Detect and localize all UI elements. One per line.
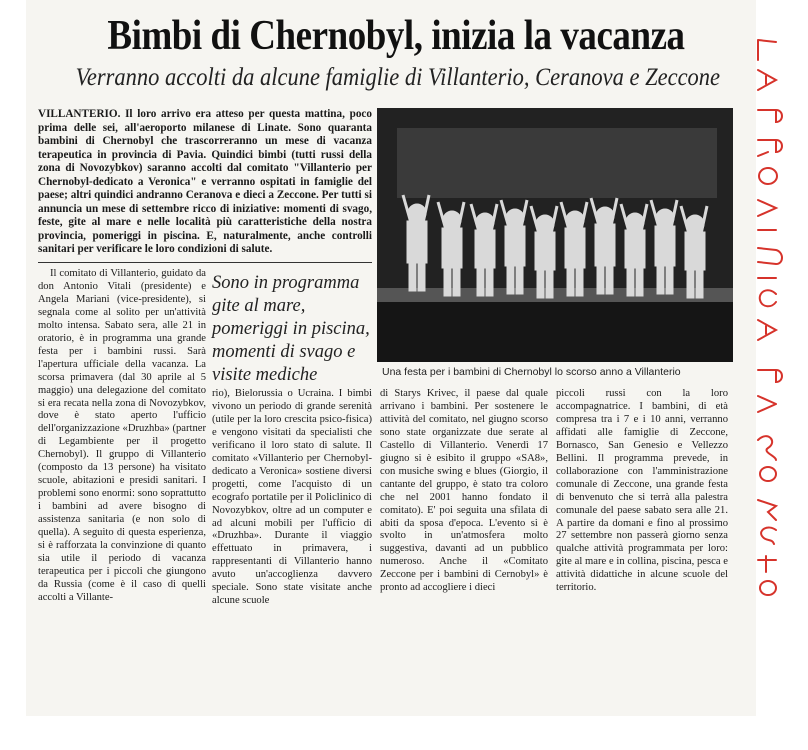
column-4 <box>556 388 728 595</box>
handwritten-annotation <box>728 30 798 610</box>
column-3-text: di Starys Krivec, il paese dal quale arrivano i bambini. Per sostenere le attività del comitato, nel giugno scorso sono state organizzate due serate al Castello di Villanterio. Venerdì 17 giugno si è esibito il gruppo «SA8», con musiche swing e blues (Giorgio, il cantante del gruppo, è stato tra coloro che nel 2001 hanno fondato il comitato). E' poi seguita una sfilata di abiti da sposa d'epoca. L'evento si è svolto in un'atmosfera molto suggestiva, davanti ad un pubblico numeroso. Anche il «Comitato Zeccone per i bambini di Cernobyl» è pronto ad accogliere i dieci <box>380 388 548 594</box>
column-1-text: Il comitato di Villanterio, guidato da don Antonio Vitali (presidente) e Angela Mariani (vice-presidente), si segnala come al solito per un'attività molto intensa. Sabato sera, alle 21 in oratorio, è in programma una grande festa per i bambini russi. Sarà l'apertura ufficiale della vacanza. La scorsa primavera (dal 30 aprile al 5 maggio) una delegazione del comitato si era recata nella zona di Novozybkov, dove è stato aperto l'ufficio dell'organizzazione «Druzhba» (partner di Legambiente per il progetto Chernobyl). Il gruppo di Villanterio (composto da 13 persone) ha visitato scuole, abitazioni e presidi sanitari. I problemi sono enormi: sono soprattutto i bambini ad avere bisogno di assistenza sanitaria (e non solo di quella). A seguito di questa esperienza, si è rafforzata la convinzione di quanto sia utile il periodo di vacanza terapeutica per i piccoli che giungono da Russia (come è il caso di quelli accolti a Villante- <box>38 268 206 603</box>
dateline: VILLANTERIO. <box>38 108 121 120</box>
headline: Bimbi di Chernobyl, inizia la vacanza <box>107 13 685 59</box>
column-4-text: piccoli russi con la loro accompagnatrice. I bambini, di età compresa tra i 7 e i 10 anni, verranno affidati alle famiglie di Zeccone, Bornasco, San Genesio e Vellezzo Bellini. Il programma prevede, in collaborazione con l'amministrazione comunale di Zeccone, una grande festa di benvenuto che si terrà alla palestra comunale del paese sabato sera alle 21. A partire da domani e fino al prossimo 27 settembre non passerà giorno senza qualche attività programmata per loro: gite al mare e in collina, piscina, pesca e attività didattiche in alcune scuole del territorio. <box>556 388 728 594</box>
photo <box>377 108 733 362</box>
lead-text: Il loro arrivo era atteso per questa mattina, poco prima delle sei, all'aeroporto milanese di Linate. Sono quaranta bambini di Chernobyl che trascorreranno un mese di vacanza terapeutica in provincia di Pavia. Quindici bimbi (tutti russi della zona di Novozybkov) saranno accolti dal comitato "Villanterio per Chernobyl-dedicato a Veronica" e verranno ospitati in famiglie del paese; altri quindici andranno Ceranova e dieci a Zeccone. Per tutti si annuncia un mese di settembre ricco di iniziative: momenti di svago, feste, gite al mare e nelle località più caratteristiche della nostra provincia, pomeriggi in piscina. E, naturalmente, anche controlli sanitari per verificare le loro condizioni di salute. <box>38 108 372 255</box>
divider <box>38 262 372 263</box>
pull-quote: Sono in programma gite al mare, pomeriggi in piscina, momenti di svago e visite mediche <box>212 273 370 385</box>
column-1 <box>38 268 206 605</box>
lead-paragraph <box>38 108 372 257</box>
column-2 <box>212 388 372 608</box>
column-2-text: rio), Bielorussia o Ucraina. I bimbi vivono un periodo di grande serenità (utile per la loro crescita psico-fisica) e vengono visitati da specialisti che verificano il loro stato di salute. Il comitato «Villanterio per Chernobyl-dedicato a Veronica» sostiene diversi progetti, come l'acquisto di un ecografo portatile per il Policlinico di Novozybkov, oltre ad un computer e ad alcuni mobili per l'ufficio di «Druzhba». Durante il viaggio effettuato in primavera, i rappresentanti di Villanterio hanno avuto un'accoglienza davvero speciale. Sono state visitate anche alcune scuole <box>212 388 372 607</box>
children-on-stage-image <box>377 108 733 362</box>
subheadline: Verranno accolti da alcune famiglie di Villanterio, Ceranova e Zeccone <box>75 64 721 91</box>
photo-caption: Una festa per i bambini di Chernobyl lo scorso anno a Villanterio <box>382 366 681 378</box>
column-3 <box>380 388 548 595</box>
